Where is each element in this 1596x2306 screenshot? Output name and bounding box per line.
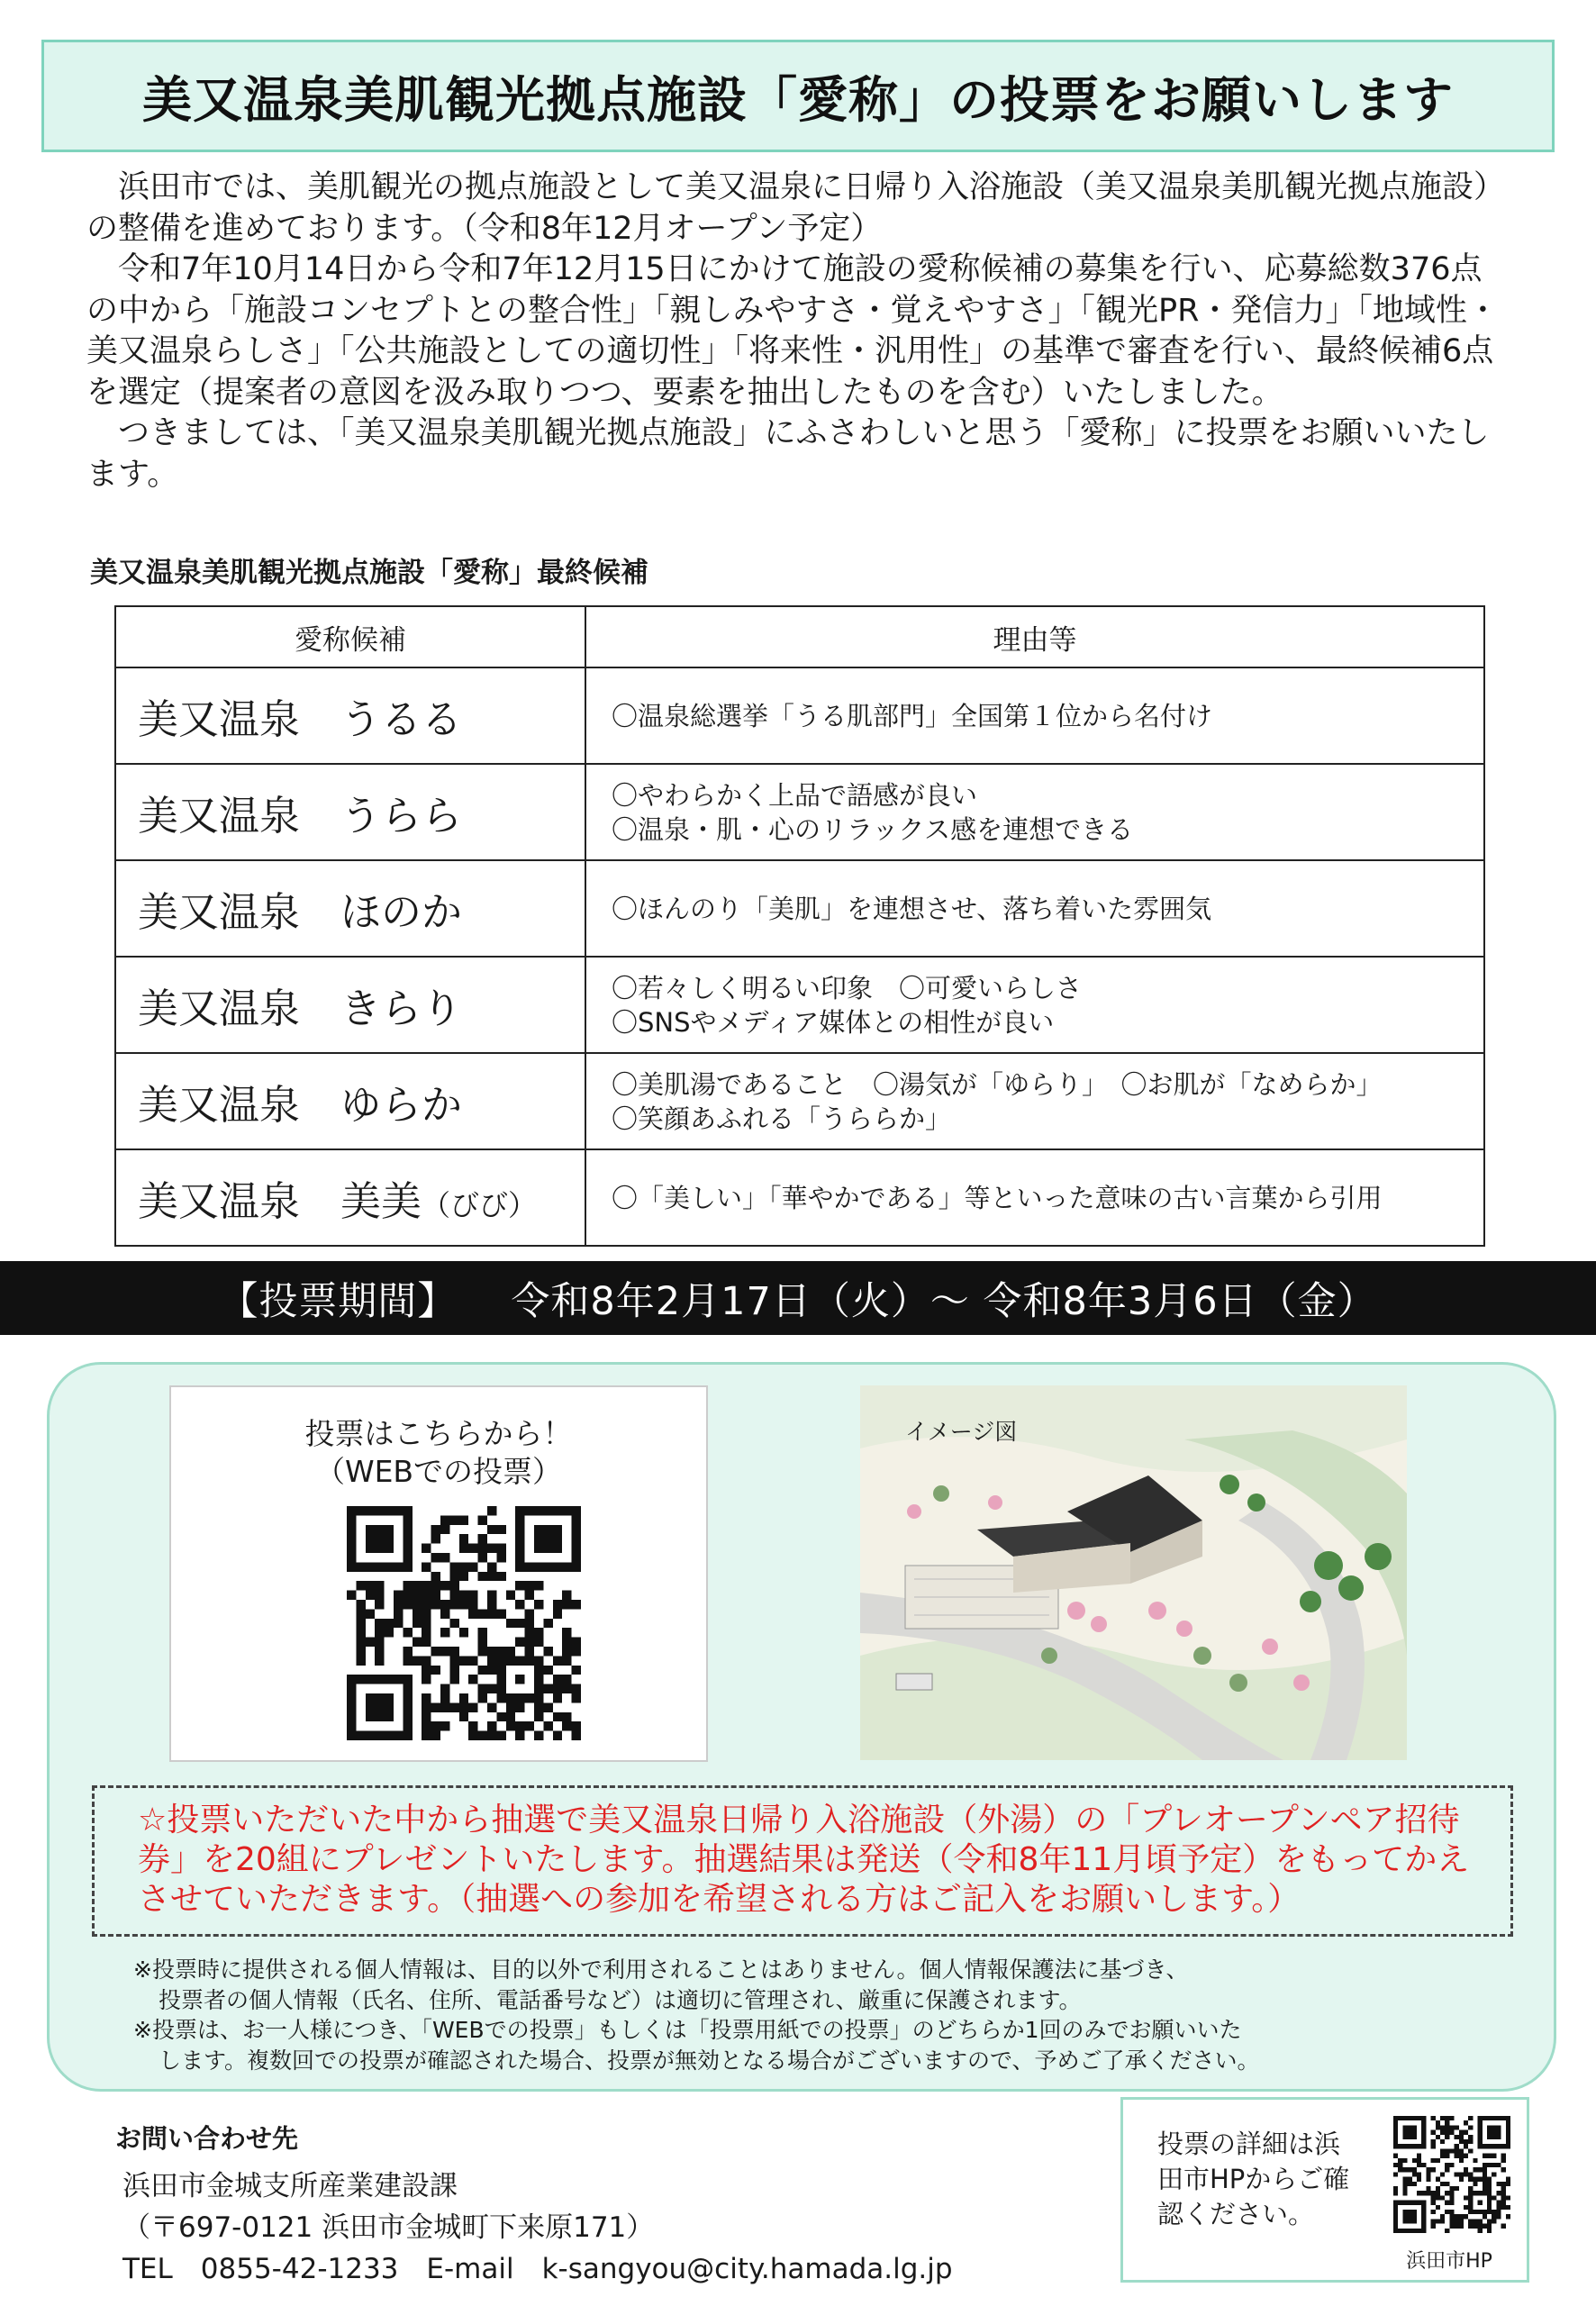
period-label: 【投票期間】 (219, 1278, 458, 1324)
hp-message: 投票の詳細は浜田市HPからご確認ください。 (1157, 2129, 1350, 2229)
title-banner (41, 40, 1555, 152)
header-name: 愛称候補 (115, 606, 585, 667)
table-row (115, 1149, 1484, 1246)
candidate-kana: （びび） (422, 1188, 538, 1222)
contact-dept: 浜田市金城支所産業建設課 (122, 2170, 458, 2202)
web-vote-card (169, 1385, 708, 1762)
table-row (115, 764, 1484, 860)
hp-qr-label: 浜田市HP (1406, 2250, 1492, 2273)
note-single-vote: ※投票は、お一人様につき、「WEBでの投票」もしくは「投票用紙での投票」のどちらか1回のみでお願いいた (133, 2017, 1242, 2043)
contact-address: （〒697-0121 浜田市金城町下来原171） (122, 2211, 655, 2244)
contact-heading: お問い合わせ先 (115, 2123, 299, 2154)
header-reason: 理由等 (585, 606, 1484, 667)
period-dates: 令和8年2月17日（火）～ 令和8年3月6日（金） (511, 1278, 1377, 1324)
voting-period-bar (0, 1261, 1596, 1335)
candidate-name: 美又温泉 ほのか (115, 860, 585, 957)
intro-paragraph-1: 浜田市では、美肌観光の拠点施設として美又温泉に日帰り入浴施設（美又温泉美肌観光拠点施設）の整備を進めております。（令和8年12月オープン予定） (86, 169, 1506, 247)
note-single-vote-cont: します。複数回での投票が確認された場合、投票が無効となる場合がございますので、予めご了承ください。 (159, 2047, 1260, 2074)
page-title: 美又温泉美肌観光拠点施設「愛称」の投票をお願いします (141, 71, 1454, 129)
table-row (115, 860, 1484, 957)
table-row (115, 1053, 1484, 1149)
note-privacy: ※投票時に提供される個人情報は、目的以外で利用されることはありません。個人情報保護法に基づき、 (133, 1956, 1189, 1983)
candidate-reason: 〇若々しく明るい印象 〇可愛いらしさ 〇SNSやメディア媒体との相性が良い (585, 957, 1484, 1053)
web-vote-text: （WEBでの投票） (314, 1454, 563, 1489)
note-privacy-cont: 投票者の個人情報（氏名、住所、電話番号など）は適切に管理され、厳重に保護されます。 (159, 1986, 1082, 2013)
table-header-row (115, 606, 1484, 667)
candidate-reason: 〇温泉総選挙「うる肌部門」全国第１位から名付け (585, 667, 1484, 764)
candidate-name: 美又温泉 ゆらか (115, 1053, 585, 1149)
table-row (115, 957, 1484, 1053)
candidate-name: 美又温泉 うらら (115, 764, 585, 860)
contact-info (122, 2165, 953, 2290)
candidate-reason: 〇「美しい」「華やかである」等といった意味の古い言葉から引用 (585, 1149, 1484, 1246)
intro-paragraph-2: 令和7年10月14日から令和7年12月15日にかけて施設の愛称候補の募集を行い、応募総数376点の中から「施設コンセプトとの整合性」「親しみやすさ・覚えやすさ」「観光PR・発信力」「地域性・美又温泉らしさ」「公共施設としての適切性」「将来性・汎用性」の基準で審査を行い、最終候補6点を選定（提案者の意図を汲み取りつつ、要素を抽出したものを含む）いたしました。 (86, 251, 1499, 411)
lottery-notice: ☆投票いただいた中から抽選で美又温泉日帰り入浴施設（外湯）の「プレオープンペア招待券」を20組にプレゼントいたします。抽選結果は発送（令和8年11月頃予定）をもってかえさせていただきます。（抽選への参加を希望される方はご記入をお願いします。） (92, 1785, 1513, 1937)
intro-paragraph-3: つきましては、「美又温泉美肌観光拠点施設」にふさわしいと思う「愛称」に投票をお願いいたします。 (86, 415, 1490, 493)
candidate-name: 美又温泉 美美（びび） (115, 1149, 585, 1246)
candidates-table (114, 605, 1485, 1247)
hp-qr-code-icon[interactable] (1393, 2116, 1510, 2233)
intro-text (86, 168, 1510, 495)
image-caption: イメージ図 (905, 1419, 1018, 1445)
contact-tel-email: TEL 0855-42-1233 E-mail k-sangyou@city.hamada.lg.jp (122, 2253, 953, 2285)
candidate-reason: 〇美肌湯であること 〇湯気が「ゆらり」 〇お肌が「なめらか」 〇笑顔あふれる「うららか」 (585, 1053, 1484, 1149)
table-row (115, 667, 1484, 764)
facility-illustration (860, 1385, 1407, 1760)
hp-info-box (1120, 2097, 1529, 2283)
table-caption: 美又温泉美肌観光拠点施設「愛称」最終候補 (90, 557, 648, 589)
candidate-reason: 〇やわらかく上品で語感が良い 〇温泉・肌・心のリラックス感を連想できる (585, 764, 1484, 860)
vote-qr-code-icon[interactable] (347, 1506, 581, 1740)
candidate-name: 美又温泉 きらり (115, 957, 585, 1053)
candidate-reason: 〇ほんのり「美肌」を連想させ、落ち着いた雰囲気 (585, 860, 1484, 957)
candidate-name: 美又温泉 うるる (115, 667, 585, 764)
notes (133, 1955, 1484, 2075)
vote-here-text: 投票はこちらから！ (304, 1416, 573, 1451)
